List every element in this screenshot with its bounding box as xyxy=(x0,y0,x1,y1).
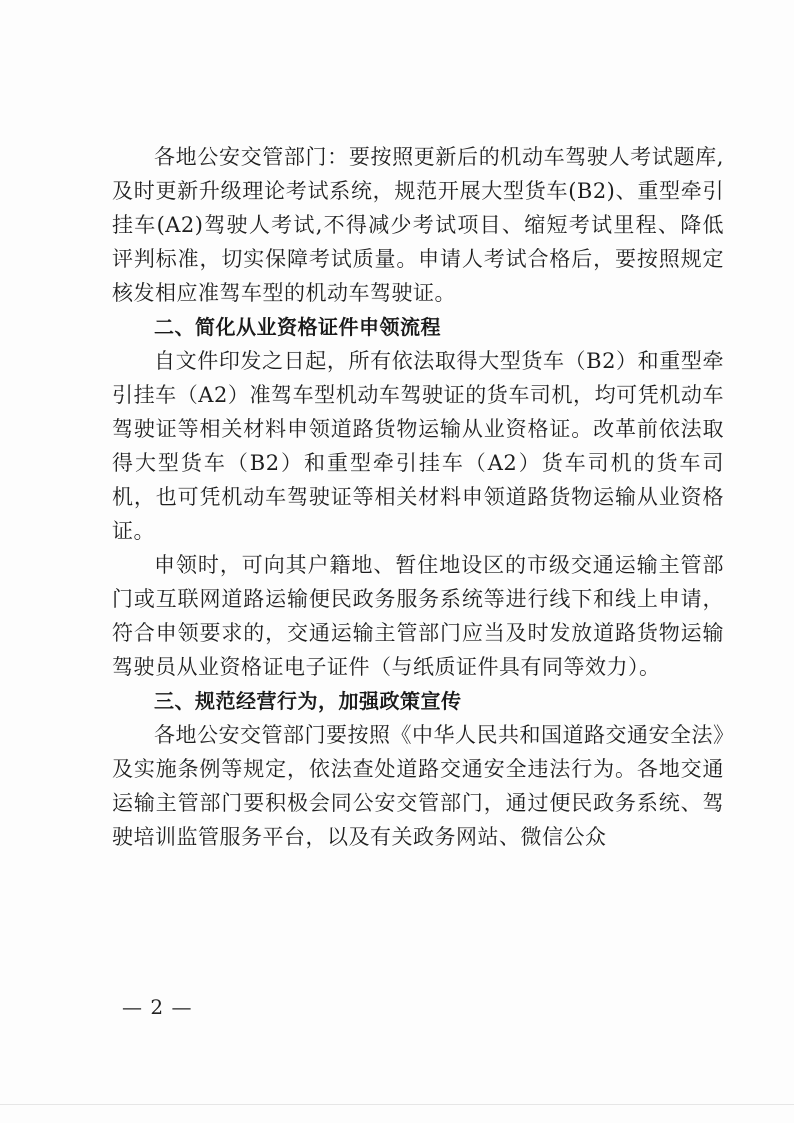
paragraph-exam-requirements: 各地公安交管部门：要按照更新后的机动车驾驶人考试题库,及时更新升级理论考试系统，规范开展大型货车(B2)、重型牵引挂车(A2)驾驶人考试,不得减少考试项目、缩短考试里程、降低评判标准，切实保障考试质量。申请人考试合格后，要按照规定核发相应准驾车型的机动车驾驶证。 xyxy=(112,145,724,305)
page-bottom-divider xyxy=(0,1104,794,1105)
document-body xyxy=(112,140,724,854)
paragraph-enforcement-publicity: 各地公安交管部门要按照《中华人民共和国道路交通安全法》及实施条例等规定，依法查处道路交通安全违法行为。各地交通运输主管部门要积极会同公安交管部门，通过便民政务系统、驾驶培训监管服务平台，以及有关政务网站、微信公众 xyxy=(112,723,724,849)
page-number: — 2 — xyxy=(122,995,193,1019)
section-heading-2: 二、简化从业资格证件申领流程 xyxy=(154,315,441,339)
section-heading-3: 三、规范经营行为，加强政策宣传 xyxy=(154,689,462,713)
paragraph-application-channels: 申领时，可向其户籍地、暂住地设区的市级交通运输主管部门或互联网道路运输便民政务服务系统等进行线下和线上申请，符合申领要求的，交通运输主管部门应当及时发放道路货物运输驾驶员从业资格证电子证件（与纸质证件具有同等效力）。 xyxy=(112,553,724,679)
paragraph-certificate-application: 自文件印发之日起，所有依法取得大型货车（B2）和重型牵引挂车（A2）准驾车型机动车驾驶证的货车司机，均可凭机动车驾驶证等相关材料申领道路货物运输从业资格证。改革前依法取得大型货车（B2）和重型牵引挂车（A2）货车司机的货车司机，也可凭机动车驾驶证等相关材料申领道路货物运输从业资格证。 xyxy=(112,349,724,543)
